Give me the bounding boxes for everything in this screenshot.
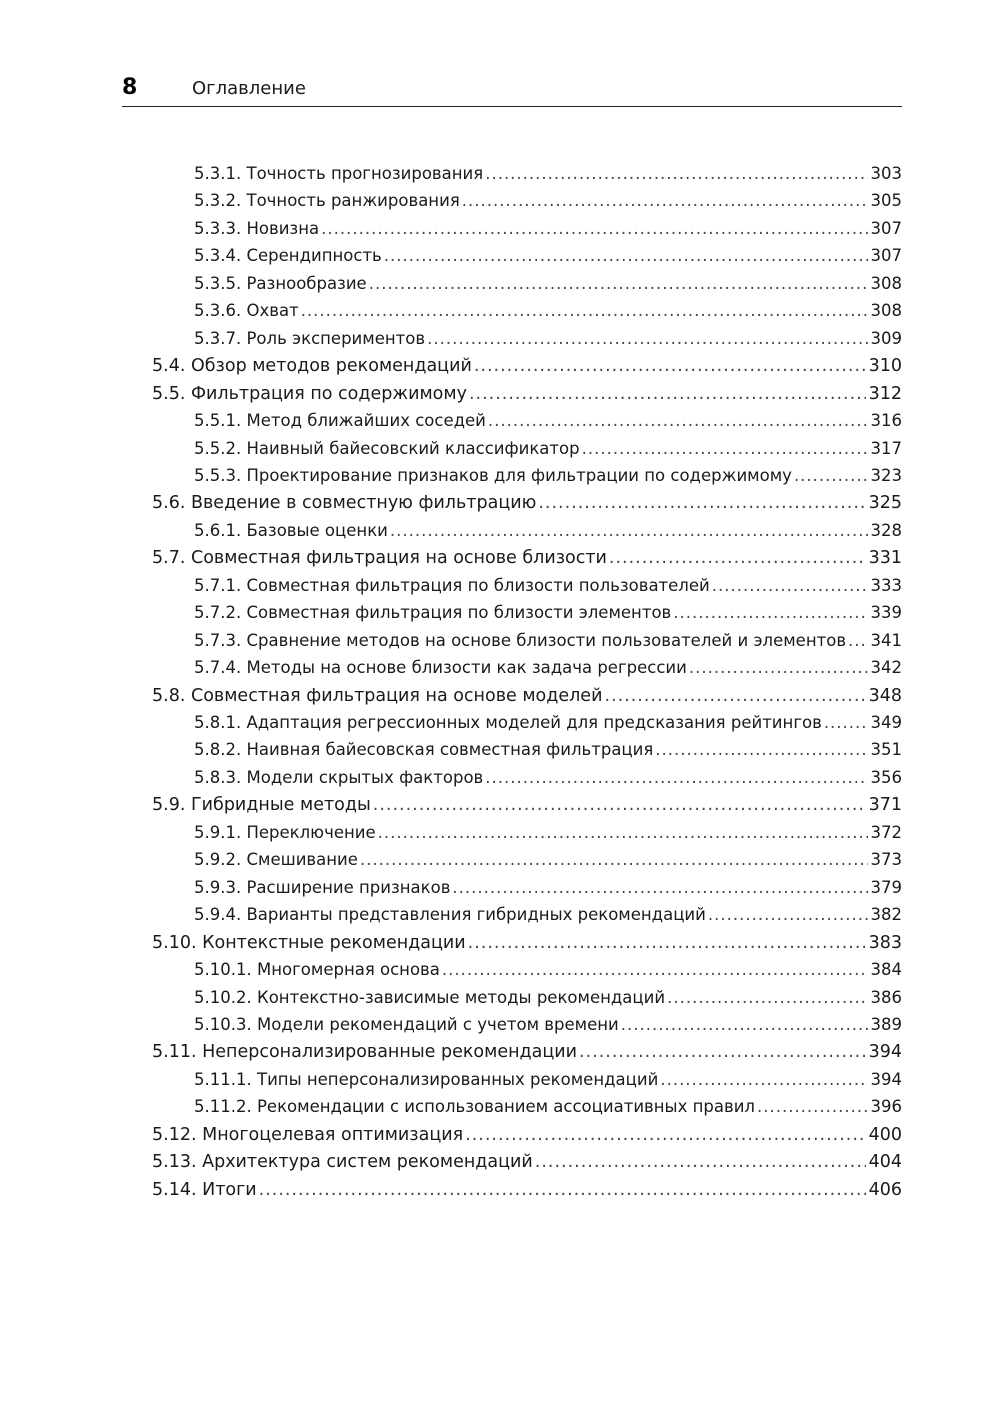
toc-entry-number: 5.3.1.: [194, 164, 242, 183]
toc-entry[interactable]: [152, 795, 902, 822]
toc-entry-number: 5.14.: [152, 1179, 197, 1200]
toc-entry-label: [194, 713, 824, 732]
toc-entry-title: Модели скрытых факторов: [246, 767, 484, 787]
toc-entry-label: [194, 521, 390, 540]
toc-entry[interactable]: [194, 658, 902, 685]
toc-entry-title: Точность прогнозирования: [246, 164, 484, 183]
toc-entry-label: [152, 686, 604, 706]
toc-entry-title: Метод ближайших соседей: [246, 411, 486, 431]
toc-entry-title: Совместная фильтрация по близости пользователей: [246, 575, 710, 595]
dot-leader: [848, 631, 867, 650]
toc-entry[interactable]: [194, 631, 902, 658]
toc-entry-label: [194, 850, 360, 869]
dot-leader: [427, 329, 867, 348]
toc-entry[interactable]: [194, 850, 902, 877]
toc-entry-number: 5.11.: [152, 1042, 197, 1063]
toc-entry-label: [194, 301, 301, 320]
toc-entry-number: 5.9.2.: [194, 850, 242, 870]
page-header: [122, 72, 902, 107]
toc-entry[interactable]: [194, 823, 902, 850]
toc-entry-page: 396: [870, 1097, 902, 1117]
toc-entry-label: [152, 795, 373, 815]
toc-entry-number: 5.7.4.: [194, 658, 242, 678]
dot-leader: [301, 301, 868, 320]
dot-leader: [579, 1042, 866, 1062]
toc-entry-number: 5.5.2.: [194, 438, 242, 458]
toc-entry-title: Многомерная основа: [256, 960, 440, 980]
dot-leader: [485, 164, 867, 183]
dot-leader: [538, 493, 865, 513]
toc-entry-label: [194, 576, 712, 595]
dot-leader: [712, 576, 868, 595]
toc-entry-page: 308: [870, 273, 902, 293]
toc-entry-number: 5.8.2.: [194, 740, 242, 760]
dot-leader: [488, 411, 868, 430]
toc-entry-number: 5.9.4.: [194, 905, 242, 925]
toc-entry[interactable]: [194, 960, 902, 987]
toc-entry-label: [194, 878, 452, 897]
toc-entry-title: Обзор методов рекомендаций: [190, 356, 472, 377]
toc-entry-number: 5.13.: [152, 1152, 197, 1173]
toc-entry-page: 325: [868, 493, 902, 514]
dot-leader: [390, 521, 868, 540]
toc-entry-number: 5.9.3.: [194, 877, 242, 897]
dot-leader: [369, 274, 868, 293]
toc-entry-label: [194, 988, 667, 1007]
toc-entry-label: [194, 164, 485, 183]
toc-entry-number: 5.10.: [152, 932, 197, 953]
toc-entry-page: 406: [868, 1179, 902, 1200]
toc-entry-title: Контекстно-зависимые методы рекомендаций: [256, 987, 666, 1007]
toc-entry-title: Рекомендации с использованием ассоциативных правил: [256, 1097, 755, 1117]
toc-entry-number: 5.10.1.: [194, 960, 252, 980]
toc-entry-page: 342: [870, 658, 902, 678]
dot-leader: [373, 795, 866, 815]
dot-leader: [485, 768, 867, 787]
toc-entry-label: [194, 658, 689, 677]
dot-leader: [321, 219, 867, 238]
toc-entry-page: 373: [870, 850, 902, 870]
toc-entry-title: Точность ранжирования: [246, 191, 460, 211]
dot-leader: [474, 356, 866, 376]
toc-entry-label: [194, 1097, 757, 1116]
toc-entry[interactable]: [152, 493, 902, 520]
toc-entry-title: Роль экспериментов: [246, 328, 426, 348]
toc-entry-label: [194, 631, 848, 650]
toc-entry-title: Расширение признаков: [246, 877, 451, 897]
toc-entry[interactable]: [194, 164, 902, 191]
toc-entry-label: [194, 1070, 660, 1089]
toc-entry-number: 5.9.: [152, 795, 186, 816]
toc-entry-number: 5.11.2.: [194, 1097, 252, 1117]
toc-entry-number: 5.7.1.: [194, 575, 242, 595]
toc-entry-title: Гибридные методы: [190, 795, 371, 816]
toc-entry-label: [194, 740, 655, 759]
toc-entry[interactable]: [194, 246, 902, 273]
toc-entry-page: 307: [870, 246, 902, 266]
toc-entry-label: [152, 548, 609, 568]
toc-entry-number: 5.7.2.: [194, 603, 242, 623]
dot-leader: [465, 1125, 865, 1145]
toc-entry-page: 394: [868, 1042, 902, 1063]
toc-entry-label: [194, 603, 673, 622]
toc-entry-page: 371: [868, 795, 902, 816]
dot-leader: [660, 1070, 867, 1089]
toc-entry[interactable]: [194, 713, 902, 740]
toc-entry-number: 5.10.3.: [194, 1014, 252, 1034]
toc-entry-number: 5.7.: [152, 548, 186, 569]
toc-entry-number: 5.9.1.: [194, 822, 242, 842]
toc-entry-title: Неперсонализированные рекомендации: [202, 1042, 578, 1063]
toc-entry[interactable]: [194, 274, 902, 301]
toc-entry[interactable]: [194, 466, 902, 493]
dot-leader: [673, 603, 867, 622]
toc-entry-number: 5.6.: [152, 493, 186, 514]
toc-entry[interactable]: [194, 1015, 902, 1042]
toc-entry-number: 5.5.3.: [194, 465, 242, 485]
toc-entry-title: Совместная фильтрация на основе моделей: [190, 685, 603, 706]
toc-entry-page: 308: [870, 301, 902, 321]
dot-leader: [378, 823, 868, 842]
toc-entry-number: 5.3.7.: [194, 328, 242, 348]
toc-entry[interactable]: [152, 1152, 902, 1179]
toc-entry-number: 5.10.2.: [194, 987, 252, 1007]
toc-entry-page: 339: [870, 603, 902, 623]
toc-entry-title: Переключение: [246, 822, 376, 842]
toc-entry-page: 328: [870, 520, 902, 540]
toc-entry-page: 310: [868, 356, 902, 377]
toc-entry[interactable]: [194, 191, 902, 218]
toc-entry[interactable]: [194, 603, 902, 630]
toc-entry-page: 382: [870, 905, 902, 925]
toc-entry-page: 400: [868, 1124, 902, 1145]
toc-entry-label: [194, 466, 794, 485]
toc-entry[interactable]: [152, 1125, 902, 1152]
toc-entry-label: [194, 905, 708, 924]
toc-entry-title: Модели рекомендаций с учетом времени: [256, 1014, 619, 1034]
page-number: 8: [122, 75, 138, 100]
toc-entry-number: 5.11.1.: [194, 1069, 252, 1089]
toc-entry-page: 386: [870, 987, 902, 1007]
toc-entry-title: Серендипность: [246, 246, 382, 266]
toc-entry-title: Введение в совместную фильтрацию: [190, 493, 537, 514]
toc-entry-label: [152, 1152, 535, 1172]
toc-entry[interactable]: [152, 1042, 902, 1069]
toc-entry-title: Многоцелевая оптимизация: [202, 1124, 464, 1145]
toc-entry-page: 383: [868, 932, 902, 953]
dot-leader: [442, 960, 868, 979]
toc-entry[interactable]: [194, 878, 902, 905]
toc-entry-page: 356: [870, 767, 902, 787]
running-title: Оглавление: [192, 78, 306, 99]
toc-entry-number: 5.5.1.: [194, 411, 242, 431]
toc-entry-title: Смешивание: [246, 850, 358, 870]
toc-entry[interactable]: [194, 411, 902, 438]
toc-entry[interactable]: [194, 521, 902, 548]
toc-entry-title: Адаптация регрессионных моделей для предсказания рейтингов: [246, 713, 822, 732]
toc-entry-page: 317: [870, 438, 902, 458]
toc-entry-page: 394: [870, 1069, 902, 1089]
toc-entry[interactable]: [152, 1180, 902, 1207]
toc-entry-page: 351: [870, 740, 902, 760]
toc-entry-page: 312: [868, 383, 902, 404]
toc-entry-title: Фильтрация по содержимому: [190, 383, 467, 404]
toc-entry-page: 341: [870, 630, 902, 650]
toc-entry-page: 307: [870, 218, 902, 238]
toc-entry-title: Новизна: [246, 218, 320, 238]
toc-entry-number: 5.7.3.: [194, 630, 242, 650]
toc-entry[interactable]: [194, 329, 902, 356]
toc-entry-page: 348: [868, 685, 902, 706]
toc-entry-label: [152, 1042, 579, 1062]
dot-leader: [360, 850, 868, 869]
toc-entry[interactable]: [194, 219, 902, 246]
toc-entry-label: [194, 439, 582, 458]
dot-leader: [582, 439, 868, 458]
toc-entry-label: [194, 219, 321, 238]
dot-leader: [757, 1097, 868, 1116]
toc-entry-number: 5.4.: [152, 356, 186, 377]
dot-leader: [609, 548, 866, 568]
toc-entry-label: [194, 768, 485, 787]
dot-leader: [535, 1152, 866, 1172]
dot-leader: [824, 713, 868, 732]
toc-entry-title: Архитектура систем рекомендаций: [202, 1152, 533, 1173]
toc-entry-page: 323: [870, 465, 902, 485]
toc-entry-number: 5.8.: [152, 685, 186, 706]
toc-entry-page: 389: [870, 1014, 902, 1034]
toc-entry-title: Охват: [246, 301, 299, 321]
dot-leader: [604, 686, 865, 706]
toc-entry-page: 333: [870, 575, 902, 595]
toc-entry-number: 5.3.3.: [194, 218, 242, 238]
toc-entry-label: [194, 329, 427, 348]
toc-entry-number: 5.3.5.: [194, 273, 242, 293]
toc-entry-number: 5.8.3.: [194, 767, 242, 787]
toc-entry[interactable]: [152, 356, 902, 383]
toc-entry-page: 316: [870, 411, 902, 431]
toc-entry-label: [194, 246, 384, 265]
toc-entry[interactable]: [194, 905, 902, 932]
toc-entry[interactable]: [194, 740, 902, 767]
dot-leader: [259, 1180, 866, 1200]
toc-entry-label: [152, 493, 538, 513]
toc-entry[interactable]: [194, 1097, 902, 1124]
toc-entry[interactable]: [152, 548, 902, 575]
toc-entry[interactable]: [152, 686, 902, 713]
toc-entry-title: Наивный байесовский классификатор: [246, 438, 580, 458]
toc-entry[interactable]: [152, 933, 902, 960]
toc-entry[interactable]: [194, 439, 902, 466]
toc-entry-label: [152, 384, 469, 404]
toc-entry-title: Разнообразие: [246, 273, 367, 293]
toc-entry-page: 372: [870, 822, 902, 842]
dot-leader: [621, 1015, 868, 1034]
toc-entry-label: [194, 411, 488, 430]
dot-leader: [452, 878, 867, 897]
toc-entry[interactable]: [194, 988, 902, 1015]
toc-entry-title: Итоги: [202, 1179, 257, 1200]
toc-entry-title: Контекстные рекомендации: [202, 932, 466, 953]
toc-entry-page: 384: [870, 960, 902, 980]
toc-entry-number: 5.6.1.: [194, 520, 242, 540]
dot-leader: [708, 905, 868, 924]
dot-leader: [462, 191, 868, 210]
toc-entry[interactable]: [194, 576, 902, 603]
toc-entry-label: [194, 960, 442, 979]
toc-entry-page: 305: [870, 191, 902, 211]
toc-entry-number: 5.12.: [152, 1124, 197, 1145]
toc-entry-title: Сравнение методов на основе близости пользователей и элементов: [246, 630, 847, 650]
toc-entry[interactable]: [194, 768, 902, 795]
toc-entry-label: [152, 356, 474, 376]
toc-entry[interactable]: [194, 301, 902, 328]
toc-entry-page: 303: [870, 164, 902, 183]
toc-entry-number: 5.3.6.: [194, 301, 242, 321]
toc-entry-title: Совместная фильтрация по близости элементов: [246, 603, 672, 623]
dot-leader: [667, 988, 867, 1007]
toc-entry-page: 331: [868, 548, 902, 569]
toc-entry-title: Варианты представления гибридных рекомендаций: [246, 905, 706, 925]
toc-entry-page: 349: [870, 713, 902, 732]
toc-entry-title: Базовые оценки: [246, 520, 388, 540]
dot-leader: [384, 246, 868, 265]
toc-entry-title: Наивная байесовская совместная фильтрация: [246, 740, 654, 760]
dot-leader: [655, 740, 867, 759]
dot-leader: [689, 658, 868, 677]
toc-entry-page: 309: [870, 328, 902, 348]
toc-entry-label: [152, 1180, 259, 1200]
toc-entry-number: 5.3.4.: [194, 246, 242, 266]
toc-entry-page: 379: [870, 877, 902, 897]
toc-entry[interactable]: [152, 384, 902, 411]
toc-entry-label: [152, 933, 468, 953]
toc-entry-title: Проектирование признаков для фильтрации по содержимому: [246, 465, 792, 485]
toc-entry-label: [152, 1125, 465, 1145]
dot-leader: [794, 466, 868, 485]
toc-entry-page: 404: [868, 1152, 902, 1173]
toc-entry-title: Типы неперсонализированных рекомендаций: [256, 1069, 659, 1089]
toc-entry-label: [194, 823, 378, 842]
toc-entry-number: 5.8.1.: [194, 713, 242, 732]
toc-entry-title: Совместная фильтрация на основе близости: [190, 548, 607, 569]
dot-leader: [469, 384, 866, 404]
toc-entry-number: 5.3.2.: [194, 191, 242, 211]
toc-entry-label: [194, 274, 369, 293]
toc-entry-title: Методы на основе близости как задача регрессии: [246, 658, 687, 678]
dot-leader: [468, 933, 866, 953]
toc-entry-number: 5.5.: [152, 383, 186, 404]
toc-entry-label: [194, 1015, 621, 1034]
toc-entry-label: [194, 191, 462, 210]
toc-entry[interactable]: [194, 1070, 902, 1097]
